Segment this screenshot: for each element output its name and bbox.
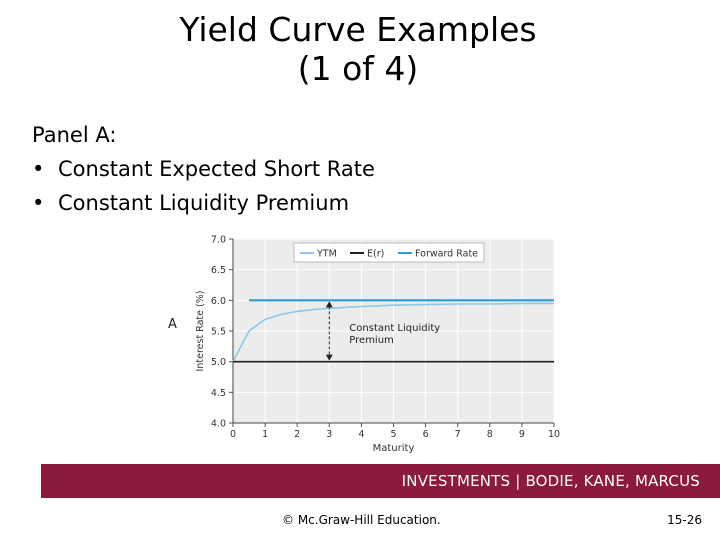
slide-title bbox=[0, 10, 716, 88]
y-tick-label: 5.5 bbox=[210, 326, 226, 338]
bullet-dot: • bbox=[32, 157, 45, 181]
x-tick-label: 9 bbox=[518, 429, 525, 440]
x-tick-label: 7 bbox=[454, 429, 461, 440]
y-tick-label: 4.5 bbox=[210, 387, 226, 399]
legend-ytm-label: YTM bbox=[317, 248, 337, 260]
x-tick-label: 5 bbox=[390, 429, 397, 440]
banner-text: INVESTMENTS | BODIE, KANE, MARCUS bbox=[401, 472, 700, 490]
bullet-section bbox=[32, 118, 375, 220]
bullet-dot: • bbox=[32, 191, 45, 215]
bullet-item bbox=[32, 186, 375, 220]
x-tick-label: 6 bbox=[422, 429, 429, 440]
y-tick-label: 7.0 bbox=[210, 234, 226, 246]
bullet-text: Constant Expected Short Rate bbox=[58, 157, 375, 181]
x-tick-label: 1 bbox=[262, 429, 269, 440]
annotation-label: Constant Liquidity bbox=[349, 322, 441, 334]
legend-forward-rate-label: Forward Rate bbox=[415, 248, 479, 260]
bullet-item bbox=[32, 152, 375, 186]
footer-banner bbox=[41, 464, 720, 498]
y-tick-label: 6.0 bbox=[210, 295, 226, 307]
x-tick-label: 0 bbox=[229, 429, 237, 440]
x-axis-label: Maturity bbox=[372, 443, 415, 454]
title-line-2: (1 of 4) bbox=[297, 49, 419, 88]
y-tick-label: 4.0 bbox=[210, 418, 226, 430]
bullet-text: Constant Liquidity Premium bbox=[58, 191, 350, 215]
x-tick-label: 2 bbox=[294, 429, 301, 440]
panel-label: A bbox=[168, 317, 177, 332]
copyright-text: © Mc.Graw-Hill Education. bbox=[282, 513, 441, 527]
annotation-label: Premium bbox=[349, 334, 394, 346]
legend-expected-rate-label: E(r) bbox=[367, 248, 385, 260]
x-tick-label: 10 bbox=[547, 429, 561, 440]
title-line-1: Yield Curve Examples bbox=[179, 10, 537, 49]
panel-heading: Panel A: bbox=[32, 123, 117, 147]
x-tick-label: 4 bbox=[358, 429, 365, 440]
page-number: 15-26 bbox=[667, 513, 702, 527]
x-tick-label: 8 bbox=[486, 429, 493, 440]
y-tick-label: 5.0 bbox=[210, 357, 226, 369]
x-tick-label: 3 bbox=[326, 429, 333, 440]
yield-curve-chart bbox=[160, 228, 570, 464]
y-tick-label: 6.5 bbox=[210, 265, 226, 277]
y-axis-label: Interest Rate (%) bbox=[195, 290, 206, 372]
